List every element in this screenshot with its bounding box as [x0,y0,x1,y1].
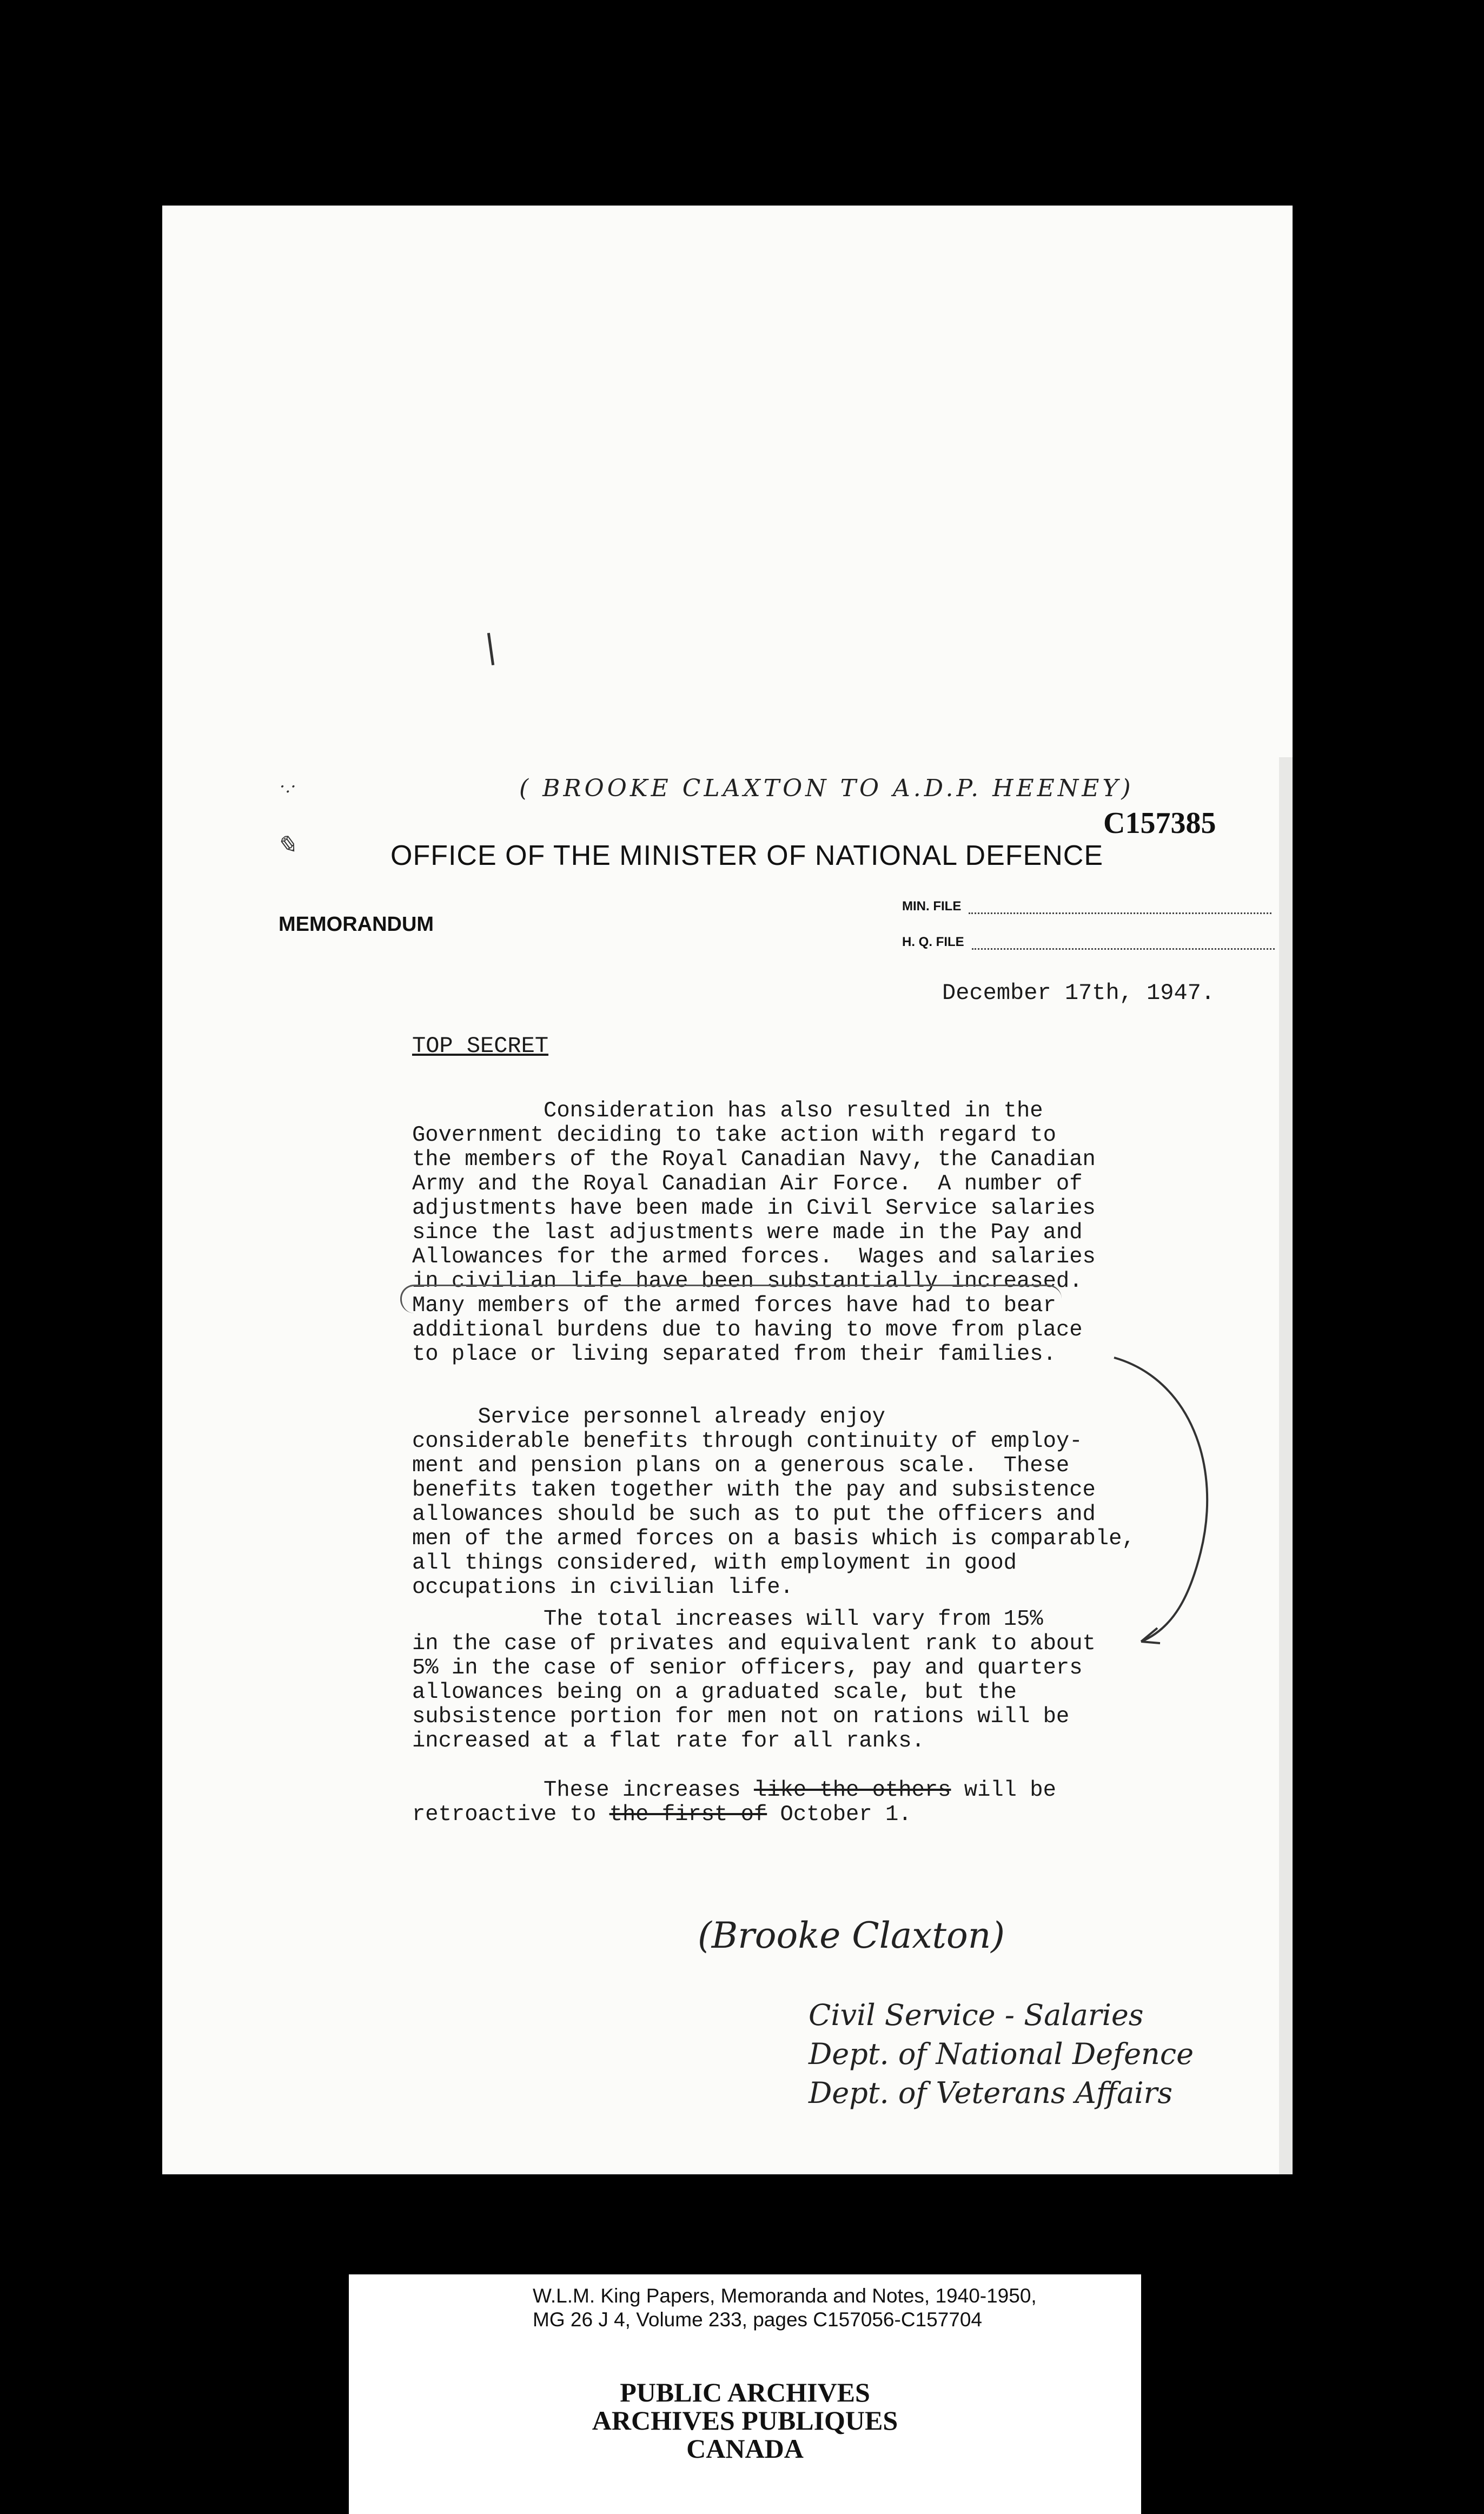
archive-citation-label [349,2274,1141,2514]
paragraph-3: The total increases will vary from 15% in the case of privates and equivalent rank to about 5% in the case of senior officers, pay and quarters allowances being on a graduated scale, but the subsistence portion for men not on rations will be increased at a flat rate for all ranks. [412,1607,1096,1754]
repository-country: CANADA [686,2433,804,2464]
hq-file-field [902,935,1275,950]
pen-scribble: ✎ [276,830,297,859]
pen-dots: ·.· [280,776,296,797]
min-file-field [902,899,1271,914]
index-note: Civil Service - Salaries [809,1998,1144,2032]
p4-mid: will be retroactive to [412,1778,1056,1827]
letterhead-title: OFFICE OF THE MINISTER OF NATIONAL DEFENCE [390,840,1104,871]
hq-file-label: H. Q. FILE [902,935,964,949]
page-edge [1279,757,1293,2174]
repository-french: ARCHIVES PUBLIQUES [592,2405,898,2436]
p4-struck-text-2: the first of [609,1802,767,1827]
repository-name [349,2378,1141,2463]
index-note: Dept. of Veterans Affairs [809,2076,1173,2110]
handwritten-index-notes [809,1996,1194,2113]
memorandum-label: MEMORANDUM [279,913,434,936]
min-file-blank [969,903,1271,914]
credit-line: MG 26 J 4, Volume 233, pages C157056-C157704 [533,2308,983,2331]
p4-tail: October 1. [767,1802,912,1827]
p4-struck-text-1: like the others [753,1778,951,1803]
paragraph-1: Consideration has also resulted in the Government deciding to take action with regard to the members of the Royal Canadian Navy, the Canadian Army and the Royal Canadian Air Force. A number of adjustments have been made in Civil Service salaries since the last adjustments were made in the Pay and Allowances for the armed forces. Wages and salaries in civilian life have been substantially increased. Many members of the armed forces have had to bear additional burdens due to having to move from place to place or living separated from their families. [412,1099,1096,1367]
repository-english: PUBLIC ARCHIVES [620,2377,870,2407]
min-file-label: MIN. FILE [902,899,962,914]
handwritten-bracket [400,1285,1062,1313]
document-number: C157385 [1103,806,1216,840]
p4-lead: These increases [412,1778,754,1803]
collection-credit [533,2284,1037,2332]
index-note: Dept. of National Defence [809,2037,1194,2071]
handwritten-arrow [1109,1347,1228,1650]
security-classification: TOP SECRET [412,1033,549,1059]
handwritten-attribution: ( BROOKE CLAXTON TO A.D.P. HEENEY) [519,775,1134,802]
memo-date: December 17th, 1947. [942,980,1215,1006]
handwritten-signature: (Brooke Claxton) [698,1915,1005,1956]
paragraph-2: Service personnel already enjoy considerable benefits through continuity of employ- ment and pension plans on a generous scale. These benefits taken together with the pay and subsistence allowances should be such as to put the officers and men of the armed forces on a basis which is comparable, all things considered, with employment in good occupations in civilian life. [412,1405,1135,1600]
paragraph-4 [412,1778,1223,1827]
credit-line: W.L.M. King Papers, Memoranda and Notes, 1940-1950, [533,2285,1037,2307]
hq-file-blank [972,938,1275,950]
